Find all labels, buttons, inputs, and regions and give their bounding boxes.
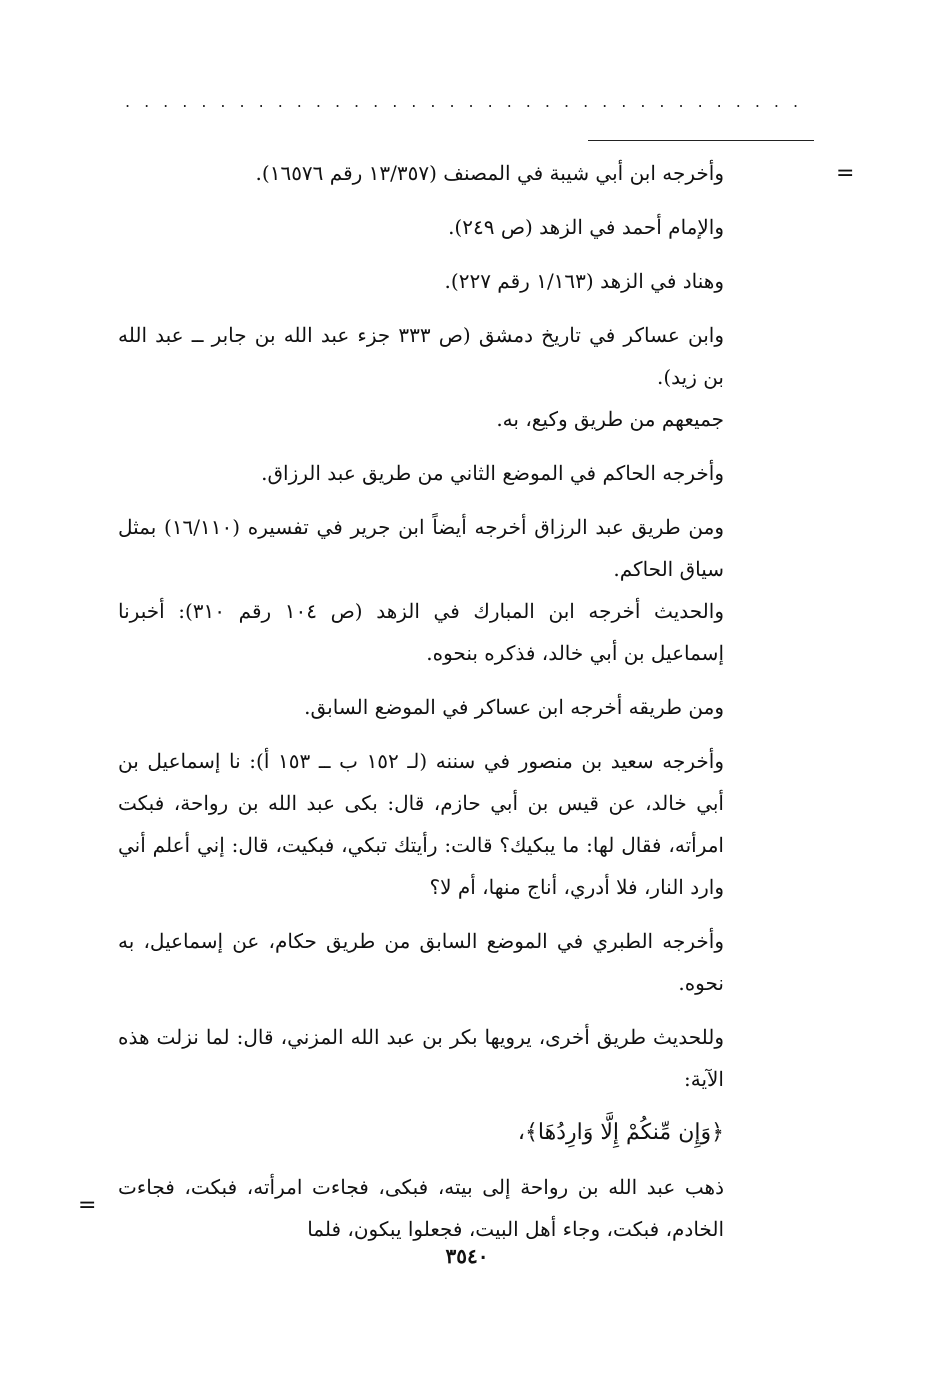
footnote-body: [118, 152, 724, 1250]
paragraph: وأخرجه سعيد بن منصور في سننه (لـ ١٥٢ ب ــ ١٥٣ أ): نا إسماعيل بن أبي خالد، عن قيس بن أبي حازم، قال: بكى عبد الله بن رواحة، فبكت امرأته، فقال لها: ما يبكيك؟ قالت: رأيتك تبكي، فبكيت، قال: إني أعلم أني وارد النار، فلا أدري، أناج منها، أم لا؟: [118, 749, 724, 899]
paragraph: وابن عساكر في تاريخ دمشق (ص ٣٣٣ جزء عبد الله بن جابر ــ عبد الله بن زيد).: [118, 323, 724, 389]
header-rule: [588, 140, 814, 141]
paragraph: جميعهم من طريق وكيع، به.: [496, 407, 724, 431]
paragraph: وللحديث طريق أخرى، يرويها بكر بن عبد الله المزني، قال: لما نزلت هذه الآية:: [118, 1025, 724, 1091]
paragraph: وأخرجه الحاكم في الموضع الثاني من طريق عبد الرزاق.: [261, 461, 724, 485]
paragraph: والحديث أخرجه ابن المبارك في الزهد (ص ١٠٤ رقم ٣١٠): أخبرنا إسماعيل بن أبي خالد، فذكره بنحوه.: [118, 599, 724, 665]
page-number: ٣٥٤٠: [445, 1244, 489, 1268]
continuation-mark-top: =: [836, 161, 855, 186]
paragraph: ومن طريقه أخرجه ابن عساكر في الموضع السابق.: [304, 695, 724, 719]
paragraph: والإمام أحمد في الزهد (ص ٢٤٩).: [448, 215, 724, 239]
continuation-mark-bottom: =: [78, 1193, 97, 1218]
paragraph: وأخرجه ابن أبي شيبة في المصنف (١٣/٣٥٧ رقم ١٦٥٧٦).: [255, 161, 724, 185]
header-dot-leader: ....................................: [125, 92, 813, 111]
paragraph: ومن طريق عبد الرزاق أخرجه أيضاً ابن جرير في تفسيره (١٦/١١٠) بمثل سياق الحاكم.: [118, 515, 724, 581]
quran-verse: ﴿وَإِن مِّنكُمْ إِلَّا وَارِدُهَا﴾،: [517, 1120, 724, 1145]
paragraph: وهناد في الزهد (١/١٦٣ رقم ٢٢٧).: [444, 269, 724, 293]
paragraph: ذهب عبد الله بن رواحة إلى بيته، فبكى، فجاءت امرأته، فبكت، فجاءت الخادم، فبكت، وجاء أهل البيت، فجعلوا يبكون، فلما: [118, 1175, 724, 1241]
paragraph: وأخرجه الطبري في الموضع السابق من طريق حكام، عن إسماعيل، به نحوه.: [118, 929, 724, 995]
